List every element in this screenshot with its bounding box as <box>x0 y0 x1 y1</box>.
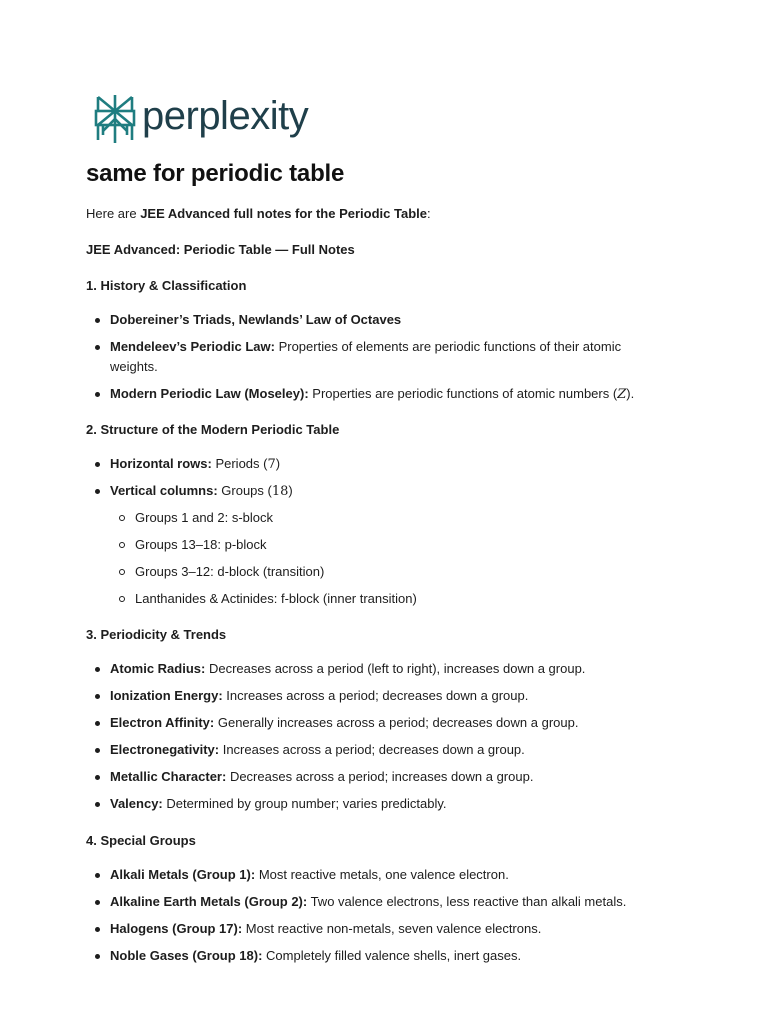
section-heading: 3. Periodicity & Trends <box>86 627 227 642</box>
list-item: Halogens (Group 17): Most reactive non-metals, seven valence electrons. <box>110 919 670 939</box>
list-item: Mendeleev’s Periodic Law: Properties of elements are periodic functions of their atomic weights. <box>110 337 670 377</box>
logo-wordmark: perplexity <box>142 94 309 138</box>
list-item: Dobereiner’s Triads, Newlands’ Law of Octaves <box>110 310 670 330</box>
sub-list-item: Lanthanides & Actinides: f-block (inner transition) <box>135 589 655 609</box>
list-item: Noble Gases (Group 18): Completely filled valence shells, inert gases. <box>110 946 670 966</box>
section-heading: 1. History & Classification <box>86 278 247 293</box>
list-item: Alkali Metals (Group 1): Most reactive metals, one valence electron. <box>110 865 670 885</box>
list-item: Electron Affinity: Generally increases across a period; decreases down a group. <box>110 713 670 733</box>
list-item: Electronegativity: Increases across a period; decreases down a group. <box>110 740 670 760</box>
perplexity-logo <box>94 94 308 144</box>
sub-list-item: Groups 3–12: d-block (transition) <box>135 562 655 582</box>
list-item: Modern Periodic Law (Moseley): Properties are periodic functions of atomic numbers (Z). <box>110 384 670 405</box>
list-item: Valency: Determined by group number; varies predictably. <box>110 794 670 814</box>
list-item: Ionization Energy: Increases across a period; decreases down a group. <box>110 686 670 706</box>
sub-list-item: Groups 1 and 2: s-block <box>135 508 655 528</box>
list-item: Alkaline Earth Metals (Group 2): Two valence electrons, less reactive than alkali metals. <box>110 892 670 912</box>
page-title: same for periodic table <box>86 160 345 187</box>
perplexity-logo-icon <box>94 94 136 144</box>
list-item: Vertical columns: Groups (18) <box>110 481 670 502</box>
sub-list-item: Groups 13–18: p-block <box>135 535 655 555</box>
list-item: Metallic Character: Decreases across a period; increases down a group. <box>110 767 670 787</box>
list-item: Horizontal rows: Periods (7) <box>110 454 670 475</box>
intro-paragraph: Here are JEE Advanced full notes for the Periodic Table: <box>86 206 431 221</box>
list-item: Atomic Radius: Decreases across a period (left to right), increases down a group. <box>110 659 670 679</box>
section-heading: 4. Special Groups <box>86 833 196 848</box>
section-heading: 2. Structure of the Modern Periodic Table <box>86 422 340 437</box>
doc-heading: JEE Advanced: Periodic Table — Full Notes <box>86 242 355 257</box>
